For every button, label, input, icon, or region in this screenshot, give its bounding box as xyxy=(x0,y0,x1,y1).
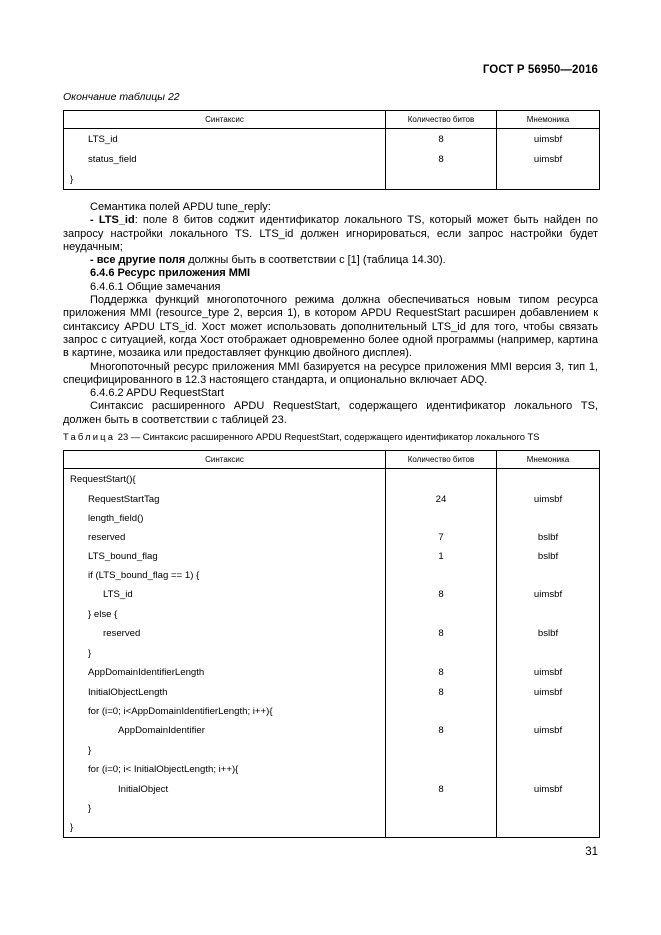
column-header-syntax: Синтаксис xyxy=(64,111,386,129)
table-row xyxy=(64,150,600,170)
paragraph: Семантика полей APDU tune_reply: xyxy=(90,201,271,213)
paragraph: Синтаксис расширенного APDU RequestStart, содержащего идентификатор локального TS, должен быть в соответствии с таблицей 23. xyxy=(63,400,598,426)
syntax-cell: for (i=0; i<AppDomainIdentifierLength; i++){ xyxy=(64,702,386,721)
mnemonic-cell: uimsbf xyxy=(497,150,600,170)
table-row xyxy=(64,644,600,663)
bits-cell xyxy=(386,605,497,624)
syntax-cell: length_field() xyxy=(64,509,386,528)
table-row xyxy=(64,528,600,547)
caption-text: 23 — Синтаксис расширенного APDU RequestStart, содержащего идентификатор локального TS xyxy=(117,431,540,442)
syntax-cell: if (LTS_bound_flag == 1) { xyxy=(64,566,386,585)
table-23 xyxy=(63,450,600,838)
bits-cell: 24 xyxy=(386,490,497,509)
table-row xyxy=(64,170,600,190)
mnemonic-cell: bslbf xyxy=(497,528,600,547)
syntax-cell: } xyxy=(64,170,386,190)
bits-cell xyxy=(386,799,497,819)
mnemonic-cell xyxy=(497,566,600,585)
syntax-cell: InitialObjectLength xyxy=(64,683,386,702)
bits-cell: 8 xyxy=(386,780,497,799)
syntax-cell: } xyxy=(64,644,386,663)
bits-cell: 8 xyxy=(386,721,497,741)
column-header-bits: Количество битов xyxy=(386,111,497,129)
mnemonic-cell xyxy=(497,509,600,528)
bits-cell xyxy=(386,741,497,760)
caption-label: Таблица xyxy=(63,431,116,442)
syntax-cell: LTS_bound_flag xyxy=(64,547,386,566)
paragraph: Поддержка функций многопоточного режима должна обеспечиваться новым типом ресурса приложения MMI (resource_type 2, версия 1), в котором APDU RequestStart расширен добавлением к синтаксису APDU LTS_id. Хост может использовать дополнительный LTS_id для того, чтобы связать запрос с ситуацией, когда Хост отображает одновременно более одной программы (например, картина в картине, мозаика или предоставляет функцию двойного дисплея). xyxy=(63,294,598,360)
page-number: 31 xyxy=(585,846,598,858)
bits-cell xyxy=(386,702,497,721)
syntax-cell: RequestStart(){ xyxy=(64,469,386,490)
mnemonic-cell: bslbf xyxy=(497,547,600,566)
syntax-cell: AppDomainIdentifier xyxy=(64,721,386,741)
bits-cell xyxy=(386,566,497,585)
syntax-cell: } else { xyxy=(64,605,386,624)
bits-cell xyxy=(386,509,497,528)
mnemonic-cell: uimsbf xyxy=(497,683,600,702)
bits-cell xyxy=(386,469,497,490)
table-row xyxy=(64,760,600,780)
table-row xyxy=(64,509,600,528)
table-row xyxy=(64,585,600,605)
syntax-cell: } xyxy=(64,799,386,819)
term-other-fields: все другие поля xyxy=(96,254,186,267)
paragraph: Многопоточный ресурс приложения MMI базируется на ресурсе приложения MMI версия 3, тип 1, специфицированного в 12.3 настоящего стандарта, и опционально включает ADQ. xyxy=(63,360,598,386)
subsection-heading: 6.4.6.1 Общие замечания xyxy=(90,280,221,293)
mnemonic-cell xyxy=(497,760,600,780)
bits-cell: 8 xyxy=(386,150,497,170)
mnemonic-cell xyxy=(497,741,600,760)
bits-cell xyxy=(386,644,497,663)
section-heading: 6.4.6 Ресурс приложения MMI xyxy=(90,267,251,280)
mnemonic-cell: uimsbf xyxy=(497,585,600,605)
syntax-cell: AppDomainIdentifierLength xyxy=(64,663,386,683)
syntax-cell: LTS_id xyxy=(64,129,386,150)
bits-cell: 8 xyxy=(386,624,497,644)
table-row xyxy=(64,624,600,644)
table-row xyxy=(64,566,600,585)
bits-cell: 7 xyxy=(386,528,497,547)
bits-cell: 8 xyxy=(386,585,497,605)
table-header-row xyxy=(64,451,600,469)
table-row xyxy=(64,129,600,150)
syntax-cell: reserved xyxy=(64,528,386,547)
mnemonic-cell: uimsbf xyxy=(497,490,600,509)
syntax-cell: for (i=0; i< InitialObjectLength; i++){ xyxy=(64,760,386,780)
mnemonic-cell xyxy=(497,799,600,819)
syntax-cell: } xyxy=(64,741,386,760)
table22-continuation-label: Окончание таблицы 22 xyxy=(63,91,180,103)
mnemonic-cell: uimsbf xyxy=(497,663,600,683)
column-header-bits: Количество битов xyxy=(386,451,497,469)
table-row xyxy=(64,721,600,741)
table-row xyxy=(64,780,600,799)
table-row xyxy=(64,702,600,721)
syntax-cell: status_field xyxy=(64,150,386,170)
paragraph xyxy=(63,214,598,254)
mnemonic-cell: uimsbf xyxy=(497,129,600,150)
syntax-cell: } xyxy=(64,819,386,838)
column-header-mnemonic: Мнемоника xyxy=(497,451,600,469)
syntax-cell: RequestStartTag xyxy=(64,490,386,509)
mnemonic-cell xyxy=(497,605,600,624)
document-header: ГОСТ Р 56950—2016 xyxy=(482,64,598,76)
table-row xyxy=(64,663,600,683)
syntax-cell: InitialObject xyxy=(64,780,386,799)
term-lts-id: - LTS_id xyxy=(90,214,135,227)
table-row xyxy=(64,605,600,624)
mnemonic-cell xyxy=(497,819,600,838)
term-description: : поле 8 битов соджит идентификатор локального TS, который может быть найден по запросу настройки локального TS. LTS_id должен игнорироваться, если запрос настройки будет неудачным; xyxy=(63,214,598,253)
table23-caption xyxy=(63,431,540,442)
mnemonic-cell xyxy=(497,702,600,721)
table-header-row xyxy=(64,111,600,129)
bits-cell: 8 xyxy=(386,683,497,702)
mnemonic-cell xyxy=(497,170,600,190)
table-row xyxy=(64,547,600,566)
mnemonic-cell xyxy=(497,644,600,663)
body-text xyxy=(63,201,598,427)
mnemonic-cell: uimsbf xyxy=(497,721,600,741)
term-description: должны быть в соответствии с [1] (таблица 14.30). xyxy=(185,254,446,267)
table-row xyxy=(64,741,600,760)
syntax-cell: reserved xyxy=(64,624,386,644)
subsection-heading: 6.4.6.2 APDU RequestStart xyxy=(90,387,224,400)
paragraph xyxy=(63,254,598,267)
column-header-syntax: Синтаксис xyxy=(64,451,386,469)
column-header-mnemonic: Мнемоника xyxy=(497,111,600,129)
syntax-cell: LTS_id xyxy=(64,585,386,605)
table-row xyxy=(64,683,600,702)
table-row xyxy=(64,490,600,509)
bits-cell xyxy=(386,760,497,780)
bits-cell: 8 xyxy=(386,129,497,150)
bits-cell: 8 xyxy=(386,663,497,683)
bits-cell xyxy=(386,819,497,838)
term-prefix: - xyxy=(90,254,97,267)
bits-cell xyxy=(386,170,497,190)
bits-cell: 1 xyxy=(386,547,497,566)
mnemonic-cell: uimsbf xyxy=(497,780,600,799)
table-row xyxy=(64,819,600,838)
mnemonic-cell: bslbf xyxy=(497,624,600,644)
table-22 xyxy=(63,110,600,190)
table-row xyxy=(64,469,600,490)
table-row xyxy=(64,799,600,819)
mnemonic-cell xyxy=(497,469,600,490)
